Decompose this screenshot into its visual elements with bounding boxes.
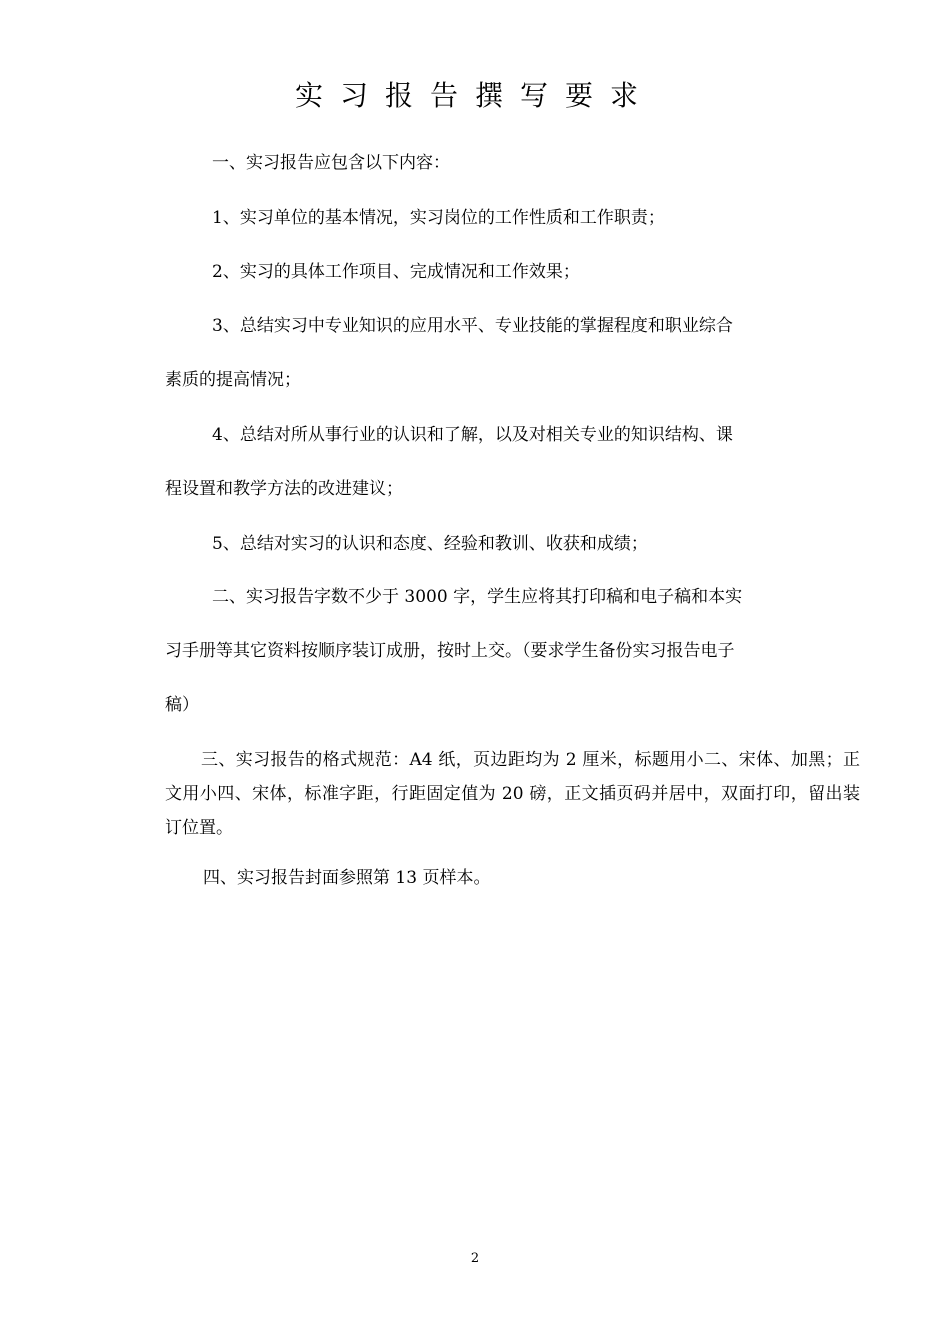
section2-line3: 稿） xyxy=(165,695,199,715)
section3-paragraph: 三、实习报告的格式规范：A4 纸，页边距均为 2 厘米，标题用小二、宋体、加黑；正文用小四、宋体，标准字距，行距固定值为 20 磅，正文插页码并居中，双面打印，留出装订位置。 xyxy=(165,750,860,838)
section4-paragraph: 四、实习报告封面参照第 13 页样本。 xyxy=(203,868,491,888)
page-number: 2 xyxy=(470,1251,480,1266)
section2-line2: 习手册等其它资料按顺序装订成册，按时上交。（要求学生备份实习报告电子 xyxy=(165,641,735,661)
section1-item3-line1: 3、总结实习中专业知识的应用水平、专业技能的掌握程度和职业综合 xyxy=(212,316,733,336)
section1-item3-line2: 素质的提高情况； xyxy=(165,370,301,390)
section2-line1: 二、实习报告字数不少于 3000 字，学生应将其打印稿和电子稿和本实 xyxy=(212,587,743,607)
section1-item4-line1: 4、总结对所从事行业的认识和了解，以及对相关专业的知识结构、课 xyxy=(212,425,733,445)
section1-item1: 1、实习单位的基本情况，实习岗位的工作性质和工作职责； xyxy=(212,208,665,228)
section1-heading: 一、实习报告应包含以下内容： xyxy=(212,153,450,173)
section1-item4-line2: 程设置和教学方法的改进建议； xyxy=(165,479,403,499)
section1-item2: 2、实习的具体工作项目、完成情况和工作效果； xyxy=(212,262,580,282)
document-title: 实习报告撰写要求 xyxy=(294,79,655,112)
section1-item5: 5、总结对实习的认识和态度、经验和教训、收获和成绩； xyxy=(212,534,648,554)
